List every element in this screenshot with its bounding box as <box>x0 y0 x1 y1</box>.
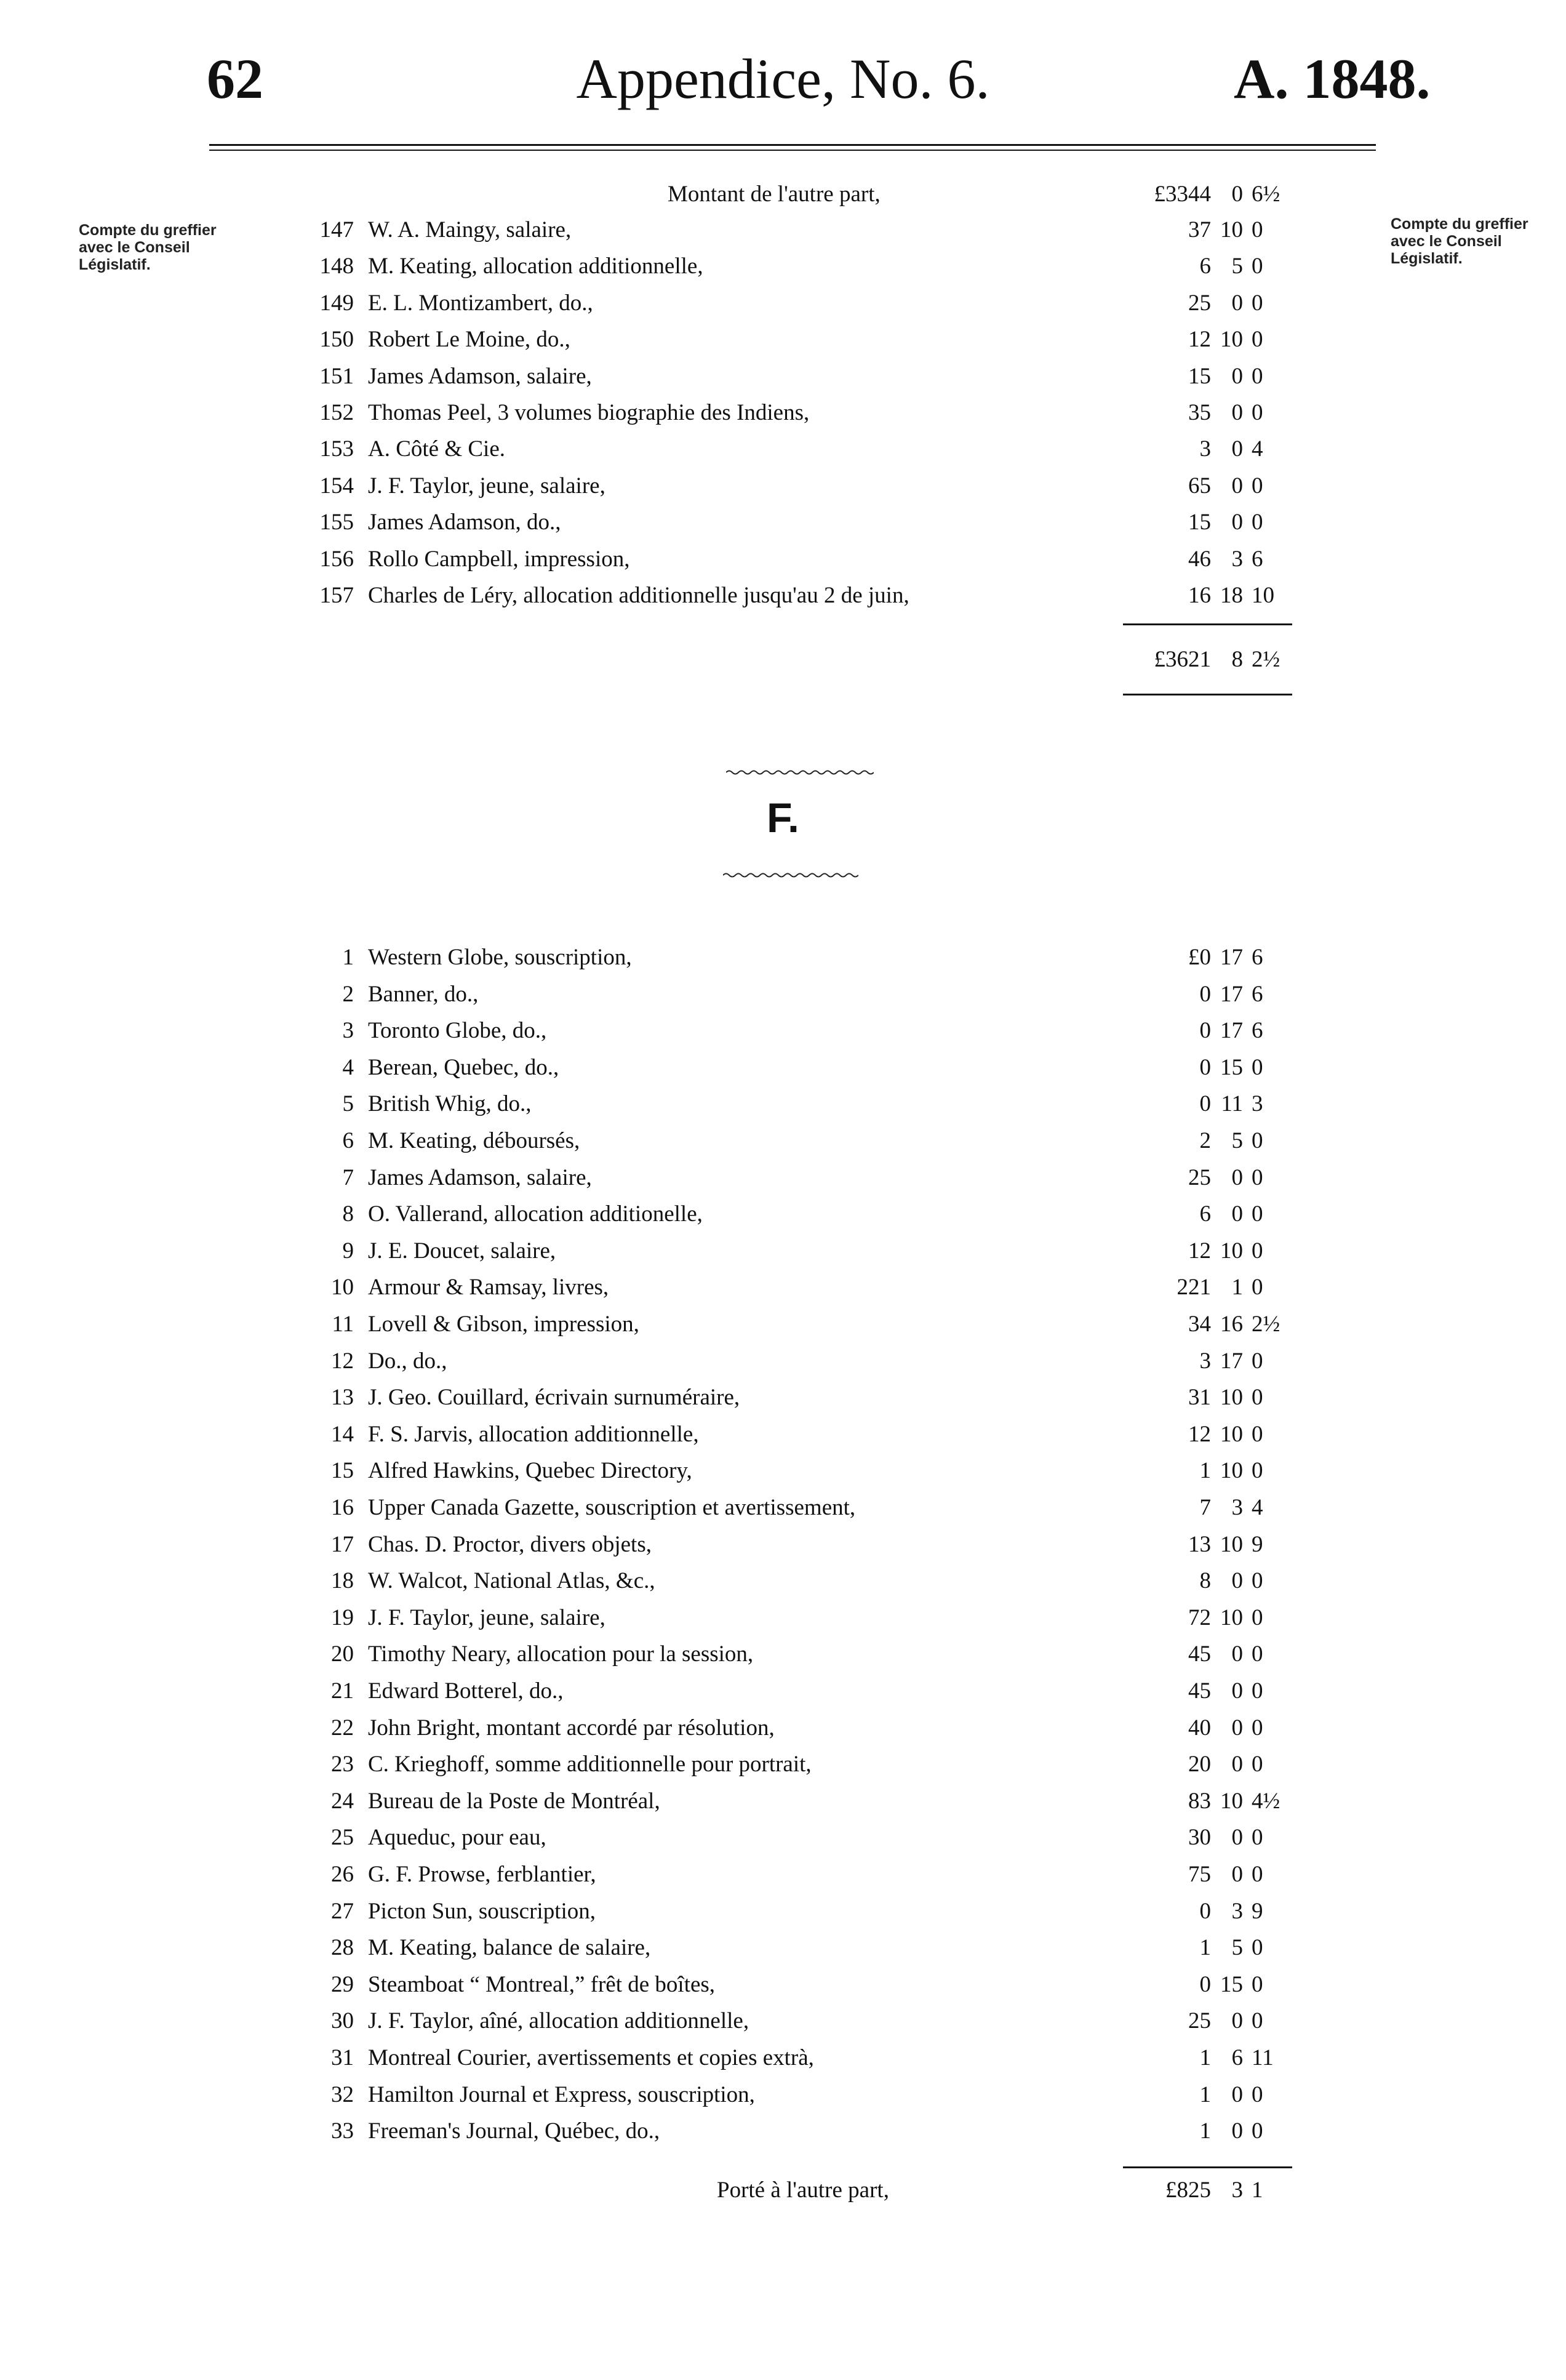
entry-description: W. Walcot, National Atlas, &c., <box>368 1568 655 1594</box>
entry-pence: 0 <box>1252 400 1263 425</box>
entry-pounds: 8 <box>1199 1568 1211 1594</box>
entry-pounds: 3 <box>1199 436 1211 462</box>
entry-description: J. E. Doucet, salaire, <box>368 1238 556 1264</box>
entry-description: A. Côté & Cie. <box>368 436 506 462</box>
entry-number: 147 <box>319 217 354 242</box>
entry-shillings: 0 <box>1231 1641 1243 1667</box>
entry-number: 16 <box>331 1495 354 1520</box>
entry-description: Steamboat “ Montreal,” frêt de boîtes, <box>368 1971 716 1997</box>
entry-shillings: 11 <box>1221 1091 1243 1117</box>
entry-number: 152 <box>319 400 354 425</box>
entry-description: F. S. Jarvis, allocation additionnelle, <box>368 1421 699 1447</box>
ledger-row <box>0 1380 1566 1416</box>
ledger-row <box>0 431 1566 467</box>
entry-number: 23 <box>331 1752 354 1777</box>
entry-pounds: 0 <box>1199 1898 1211 1924</box>
entry-pence: 9 <box>1252 1531 1263 1557</box>
entry-pence: 6 <box>1252 1018 1263 1044</box>
ledger-row <box>0 1967 1566 2003</box>
ledger-row <box>0 977 1566 1012</box>
entry-pence: 0 <box>1252 1054 1263 1080</box>
entry-description: J. F. Taylor, jeune, salaire, <box>368 1605 605 1630</box>
entry-shillings: 0 <box>1231 473 1243 499</box>
ledger-row <box>0 505 1566 540</box>
entry-shillings: 0 <box>1231 400 1243 425</box>
entry-pounds: 6 <box>1199 254 1211 279</box>
entry-description: O. Vallerand, allocation additionelle, <box>368 1201 703 1227</box>
entry-shillings: 3 <box>1231 546 1243 572</box>
entry-description: James Adamson, salaire, <box>368 1164 592 1190</box>
entry-description: Hamilton Journal et Express, souscription, <box>368 2081 755 2107</box>
total-pence: 2½ <box>1252 647 1280 672</box>
entry-description: Thomas Peel, 3 volumes biographie des Indiens, <box>368 400 810 425</box>
entry-number: 29 <box>331 1971 354 1997</box>
entry-number: 9 <box>342 1238 354 1264</box>
entry-pounds: 25 <box>1188 2008 1211 2034</box>
entry-pence: 4½ <box>1252 1788 1280 1814</box>
entry-shillings: 1 <box>1231 1275 1243 1300</box>
ledger-row <box>0 249 1566 284</box>
entry-pence: 0 <box>1252 1752 1263 1777</box>
entry-pence: 2½ <box>1252 1312 1280 1337</box>
entry-pence: 0 <box>1252 1678 1263 1704</box>
entry-description: Rollo Campbell, impression, <box>368 546 630 572</box>
brought-forward-row <box>0 177 1566 212</box>
entry-number: 6 <box>342 1128 354 1153</box>
entry-number: 150 <box>319 327 354 353</box>
total-shillings: 8 <box>1231 647 1243 672</box>
carried-forward-shillings: 3 <box>1231 2178 1243 2203</box>
entry-shillings: 10 <box>1220 1788 1243 1814</box>
entry-number: 7 <box>342 1164 354 1190</box>
ledger-row <box>0 359 1566 395</box>
entry-pence: 0 <box>1252 1385 1263 1411</box>
entry-pounds: 221 <box>1176 1275 1211 1300</box>
ledger-row <box>0 1417 1566 1452</box>
entry-pence: 0 <box>1252 1201 1263 1227</box>
entry-description: Robert Le Moine, do., <box>368 327 570 353</box>
entry-shillings: 15 <box>1220 1054 1243 1080</box>
entry-pence: 0 <box>1252 510 1263 535</box>
entry-number: 24 <box>331 1788 354 1814</box>
entry-number: 15 <box>331 1458 354 1484</box>
entry-number: 3 <box>342 1018 354 1044</box>
ledger-row <box>0 468 1566 504</box>
entry-description: Freeman's Journal, Québec, do., <box>368 2118 660 2144</box>
entry-pence: 0 <box>1252 473 1263 499</box>
entry-shillings: 0 <box>1231 1862 1243 1887</box>
ledger-row <box>0 578 1566 614</box>
entry-shillings: 18 <box>1220 583 1243 608</box>
entry-shillings: 0 <box>1231 1678 1243 1704</box>
ledger-row <box>0 322 1566 358</box>
entry-shillings: 3 <box>1231 1495 1243 1520</box>
entry-shillings: 0 <box>1231 510 1243 535</box>
entry-pounds: 12 <box>1188 1238 1211 1264</box>
entry-shillings: 5 <box>1231 1128 1243 1153</box>
entry-pounds: 3 <box>1199 1348 1211 1374</box>
entry-description: Bureau de la Poste de Montréal, <box>368 1788 660 1814</box>
header-rule-secondary <box>209 150 1376 151</box>
entry-pounds: 13 <box>1188 1531 1211 1557</box>
entry-shillings: 0 <box>1231 2008 1243 2034</box>
entry-pence: 0 <box>1252 1825 1263 1851</box>
entry-pence: 0 <box>1252 1458 1263 1484</box>
entry-number: 153 <box>319 436 354 462</box>
entry-pence: 0 <box>1252 217 1263 242</box>
entry-number: 33 <box>331 2118 354 2144</box>
entry-description: Western Globe, souscription, <box>368 945 632 970</box>
entry-pounds: 20 <box>1188 1752 1211 1777</box>
entry-number: 14 <box>331 1421 354 1447</box>
entry-number: 20 <box>331 1641 354 1667</box>
entry-pence: 0 <box>1252 1164 1263 1190</box>
entry-shillings: 0 <box>1231 1825 1243 1851</box>
entry-number: 31 <box>331 2045 354 2070</box>
page-year: A. 1848. <box>1234 47 1431 110</box>
entry-number: 10 <box>331 1275 354 1300</box>
entry-pence: 0 <box>1252 2081 1263 2107</box>
entry-pounds: 25 <box>1188 1164 1211 1190</box>
entry-shillings: 10 <box>1220 217 1243 242</box>
ledger-row <box>0 395 1566 431</box>
entry-pence: 9 <box>1252 1898 1263 1924</box>
entry-shillings: 0 <box>1231 1715 1243 1741</box>
ledger-row <box>0 1820 1566 1856</box>
entry-description: E. L. Montizambert, do., <box>368 290 593 316</box>
entry-pence: 4 <box>1252 436 1263 462</box>
entry-pounds: £0 <box>1188 945 1211 970</box>
entry-shillings: 0 <box>1231 2118 1243 2144</box>
entry-pence: 11 <box>1252 2045 1274 2070</box>
entry-pounds: 40 <box>1188 1715 1211 1741</box>
ledger-row <box>0 1600 1566 1636</box>
ledger-row <box>0 1160 1566 1196</box>
entry-description: J. Geo. Couillard, écrivain surnuméraire, <box>368 1385 740 1411</box>
entry-number: 22 <box>331 1715 354 1741</box>
carried-forward-label: Porté à l'autre part, <box>717 2178 889 2203</box>
entry-pounds: 0 <box>1199 1091 1211 1117</box>
ledger-row <box>0 1747 1566 1782</box>
margin-note-right: Compte du greffier avec le Conseil Législatif. <box>1391 215 1528 267</box>
ledger-row <box>0 1233 1566 1269</box>
entry-shillings: 5 <box>1231 254 1243 279</box>
entry-description: Charles de Léry, allocation additionnelle jusqu'au 2 de juin, <box>368 583 909 608</box>
entry-pounds: 0 <box>1199 1971 1211 1997</box>
entry-description: James Adamson, do., <box>368 510 561 535</box>
ledger-row <box>0 1637 1566 1672</box>
entry-pence: 0 <box>1252 363 1263 389</box>
carried-forward-rule <box>1123 2166 1292 2168</box>
entry-shillings: 10 <box>1220 1385 1243 1411</box>
entry-pounds: 46 <box>1188 546 1211 572</box>
ledger-row <box>0 212 1566 248</box>
entry-pence: 0 <box>1252 2008 1263 2034</box>
entry-description: J. F. Taylor, jeune, salaire, <box>368 473 605 499</box>
entry-shillings: 6 <box>1231 2045 1243 2070</box>
entry-shillings: 17 <box>1220 1018 1243 1044</box>
ledger-row <box>0 1930 1566 1966</box>
entry-description: James Adamson, salaire, <box>368 363 592 389</box>
entry-pounds: 12 <box>1188 1421 1211 1447</box>
entry-shillings: 0 <box>1231 363 1243 389</box>
entry-shillings: 17 <box>1220 1348 1243 1374</box>
entry-shillings: 17 <box>1220 945 1243 970</box>
section-letter: F. <box>767 795 799 841</box>
entry-description: Edward Botterel, do., <box>368 1678 564 1704</box>
entry-shillings: 10 <box>1220 1458 1243 1484</box>
entry-description: John Bright, montant accordé par résolution, <box>368 1715 775 1741</box>
entry-pence: 4 <box>1252 1495 1263 1520</box>
entry-pence: 10 <box>1252 583 1274 608</box>
entry-pounds: 1 <box>1199 1935 1211 1961</box>
brought-forward-shillings: 0 <box>1231 182 1243 207</box>
entry-number: 2 <box>342 981 354 1007</box>
ornament-bottom <box>723 871 858 879</box>
entry-pence: 0 <box>1252 1862 1263 1887</box>
entry-shillings: 10 <box>1220 1421 1243 1447</box>
ledger-row <box>0 1673 1566 1709</box>
entry-pence: 0 <box>1252 1568 1263 1594</box>
entry-pounds: 45 <box>1188 1641 1211 1667</box>
entry-number: 155 <box>319 510 354 535</box>
entry-pounds: 72 <box>1188 1605 1211 1630</box>
entry-pence: 0 <box>1252 1128 1263 1153</box>
total-pounds: £3621 <box>1154 647 1211 672</box>
entry-pounds: 0 <box>1199 1018 1211 1044</box>
entry-description: Do., do., <box>368 1348 447 1374</box>
entry-pence: 0 <box>1252 327 1263 353</box>
entry-shillings: 10 <box>1220 1531 1243 1557</box>
entry-pounds: 34 <box>1188 1312 1211 1337</box>
ledger-row <box>0 1086 1566 1122</box>
ledger-row <box>0 1490 1566 1526</box>
entry-number: 28 <box>331 1935 354 1961</box>
entry-number: 151 <box>319 363 354 389</box>
entry-pounds: 7 <box>1199 1495 1211 1520</box>
carried-forward-pence: 1 <box>1252 2178 1263 2203</box>
entry-pence: 0 <box>1252 1935 1263 1961</box>
entry-pounds: 1 <box>1199 2118 1211 2144</box>
entry-description: Aqueduc, pour eau, <box>368 1825 546 1851</box>
carried-forward-row <box>0 2173 1566 2208</box>
entry-pounds: 75 <box>1188 1862 1211 1887</box>
entry-pounds: 65 <box>1188 473 1211 499</box>
entry-shillings: 5 <box>1231 1935 1243 1961</box>
entry-number: 1 <box>342 945 354 970</box>
ledger-row <box>0 940 1566 976</box>
page-number: 62 <box>207 47 263 110</box>
entry-number: 4 <box>342 1054 354 1080</box>
entry-pounds: 15 <box>1188 510 1211 535</box>
ledger-row <box>0 2114 1566 2149</box>
entry-pence: 0 <box>1252 1275 1263 1300</box>
brought-forward-pounds: £3344 <box>1154 182 1211 207</box>
entry-pence: 0 <box>1252 254 1263 279</box>
ledger-row <box>0 1710 1566 1746</box>
entry-pounds: 6 <box>1199 1201 1211 1227</box>
entry-number: 25 <box>331 1825 354 1851</box>
entry-number: 27 <box>331 1898 354 1924</box>
entry-pounds: 37 <box>1188 217 1211 242</box>
entry-pounds: 30 <box>1188 1825 1211 1851</box>
entry-number: 157 <box>319 583 354 608</box>
ledger-row <box>0 2040 1566 2076</box>
entry-pence: 0 <box>1252 1238 1263 1264</box>
entry-pence: 0 <box>1252 2118 1263 2144</box>
entry-shillings: 0 <box>1231 2081 1243 2107</box>
brought-forward-pence: 6½ <box>1252 182 1280 207</box>
entry-shillings: 17 <box>1220 981 1243 1007</box>
entry-number: 12 <box>331 1348 354 1374</box>
entry-shillings: 10 <box>1220 327 1243 353</box>
ledger-row <box>0 1527 1566 1563</box>
entry-number: 8 <box>342 1201 354 1227</box>
entry-description: M. Keating, déboursés, <box>368 1128 580 1153</box>
entry-pence: 0 <box>1252 290 1263 316</box>
entry-description: British Whig, do., <box>368 1091 532 1117</box>
entry-shillings: 10 <box>1220 1605 1243 1630</box>
entry-pence: 6 <box>1252 546 1263 572</box>
entry-number: 154 <box>319 473 354 499</box>
entry-pence: 3 <box>1252 1091 1263 1117</box>
entry-shillings: 16 <box>1220 1312 1243 1337</box>
entry-number: 30 <box>331 2008 354 2034</box>
entry-shillings: 0 <box>1231 290 1243 316</box>
entry-number: 17 <box>331 1531 354 1557</box>
entry-shillings: 0 <box>1231 1164 1243 1190</box>
entry-shillings: 0 <box>1231 436 1243 462</box>
entry-number: 11 <box>332 1312 354 1337</box>
page-title: Appendice, No. 6. <box>576 47 990 110</box>
entry-description: W. A. Maingy, salaire, <box>368 217 572 242</box>
ledger-row <box>0 1857 1566 1893</box>
ledger-row <box>0 1344 1566 1379</box>
entry-pence: 0 <box>1252 1348 1263 1374</box>
entry-number: 5 <box>342 1091 354 1117</box>
ledger-row <box>0 1784 1566 1819</box>
entry-description: G. F. Prowse, ferblantier, <box>368 1862 596 1887</box>
entry-number: 26 <box>331 1862 354 1887</box>
entry-shillings: 0 <box>1231 1752 1243 1777</box>
ledger-row <box>0 1453 1566 1489</box>
entry-pounds: 25 <box>1188 290 1211 316</box>
entry-description: J. F. Taylor, aîné, allocation additionnelle, <box>368 2008 749 2034</box>
brought-forward-label: Montant de l'autre part, <box>668 182 881 207</box>
entry-shillings: 3 <box>1231 1898 1243 1924</box>
entry-pence: 0 <box>1252 1605 1263 1630</box>
entry-number: 19 <box>331 1605 354 1630</box>
entry-description: Banner, do., <box>368 981 479 1007</box>
entry-pounds: 12 <box>1188 327 1211 353</box>
entry-description: C. Krieghoff, somme additionnelle pour portrait, <box>368 1752 812 1777</box>
entry-number: 13 <box>331 1385 354 1411</box>
entry-number: 148 <box>319 254 354 279</box>
entry-pence: 0 <box>1252 1421 1263 1447</box>
ornament-top <box>726 768 874 777</box>
ledger-row <box>0 286 1566 321</box>
entry-description: M. Keating, balance de salaire, <box>368 1935 651 1961</box>
entry-shillings: 0 <box>1231 1201 1243 1227</box>
entry-number: 156 <box>319 546 354 572</box>
entry-number: 21 <box>331 1678 354 1704</box>
entry-number: 18 <box>331 1568 354 1594</box>
entry-description: Picton Sun, souscription, <box>368 1898 596 1924</box>
entry-pounds: 16 <box>1188 583 1211 608</box>
entry-pounds: 2 <box>1199 1128 1211 1153</box>
entry-pence: 0 <box>1252 1971 1263 1997</box>
entry-pounds: 1 <box>1199 2081 1211 2107</box>
ledger-row <box>0 542 1566 577</box>
entry-pounds: 35 <box>1188 400 1211 425</box>
entry-pounds: 45 <box>1188 1678 1211 1704</box>
entry-description: Chas. D. Proctor, divers objets, <box>368 1531 652 1557</box>
entry-pounds: 0 <box>1199 1054 1211 1080</box>
ledger-row <box>0 2077 1566 2113</box>
header-rule <box>209 144 1376 146</box>
entry-description: M. Keating, allocation additionnelle, <box>368 254 703 279</box>
ledger-row <box>0 1013 1566 1049</box>
entry-pence: 6 <box>1252 945 1263 970</box>
entry-shillings: 15 <box>1220 1971 1243 1997</box>
ledger-row <box>0 1196 1566 1232</box>
total-rule-bottom <box>1123 694 1292 695</box>
ledger-row <box>0 1894 1566 1929</box>
total-row <box>0 642 1566 678</box>
entry-pounds: 1 <box>1199 1458 1211 1484</box>
entry-pounds: 31 <box>1188 1385 1211 1411</box>
entry-pounds: 1 <box>1199 2045 1211 2070</box>
entry-pence: 0 <box>1252 1715 1263 1741</box>
entry-description: Alfred Hawkins, Quebec Directory, <box>368 1458 692 1484</box>
ledger-row <box>0 1123 1566 1159</box>
entry-description: Toronto Globe, do., <box>368 1018 547 1044</box>
entry-description: Upper Canada Gazette, souscription et avertissement, <box>368 1495 856 1520</box>
ledger-row <box>0 1563 1566 1599</box>
entry-description: Lovell & Gibson, impression, <box>368 1312 639 1337</box>
entry-pence: 6 <box>1252 981 1263 1007</box>
ledger-row <box>0 1270 1566 1305</box>
ledger-row <box>0 2003 1566 2039</box>
entry-shillings: 10 <box>1220 1238 1243 1264</box>
entry-pounds: 0 <box>1199 981 1211 1007</box>
entry-description: Montreal Courier, avertissements et copies extrà, <box>368 2045 814 2070</box>
entry-pence: 0 <box>1252 1641 1263 1667</box>
entry-description: Timothy Neary, allocation pour la session, <box>368 1641 754 1667</box>
entry-number: 32 <box>331 2081 354 2107</box>
entry-pounds: 83 <box>1188 1788 1211 1814</box>
entry-description: Berean, Quebec, do., <box>368 1054 559 1080</box>
entry-description: Armour & Ramsay, livres, <box>368 1275 609 1300</box>
margin-note-left: Compte du greffier avec le Conseil Législatif. <box>79 222 217 273</box>
total-rule-top <box>1123 623 1292 625</box>
ledger-row <box>0 1307 1566 1342</box>
ledger-row <box>0 1050 1566 1086</box>
entry-pounds: 15 <box>1188 363 1211 389</box>
entry-shillings: 0 <box>1231 1568 1243 1594</box>
entry-number: 149 <box>319 290 354 316</box>
carried-forward-pounds: £825 <box>1165 2178 1211 2203</box>
